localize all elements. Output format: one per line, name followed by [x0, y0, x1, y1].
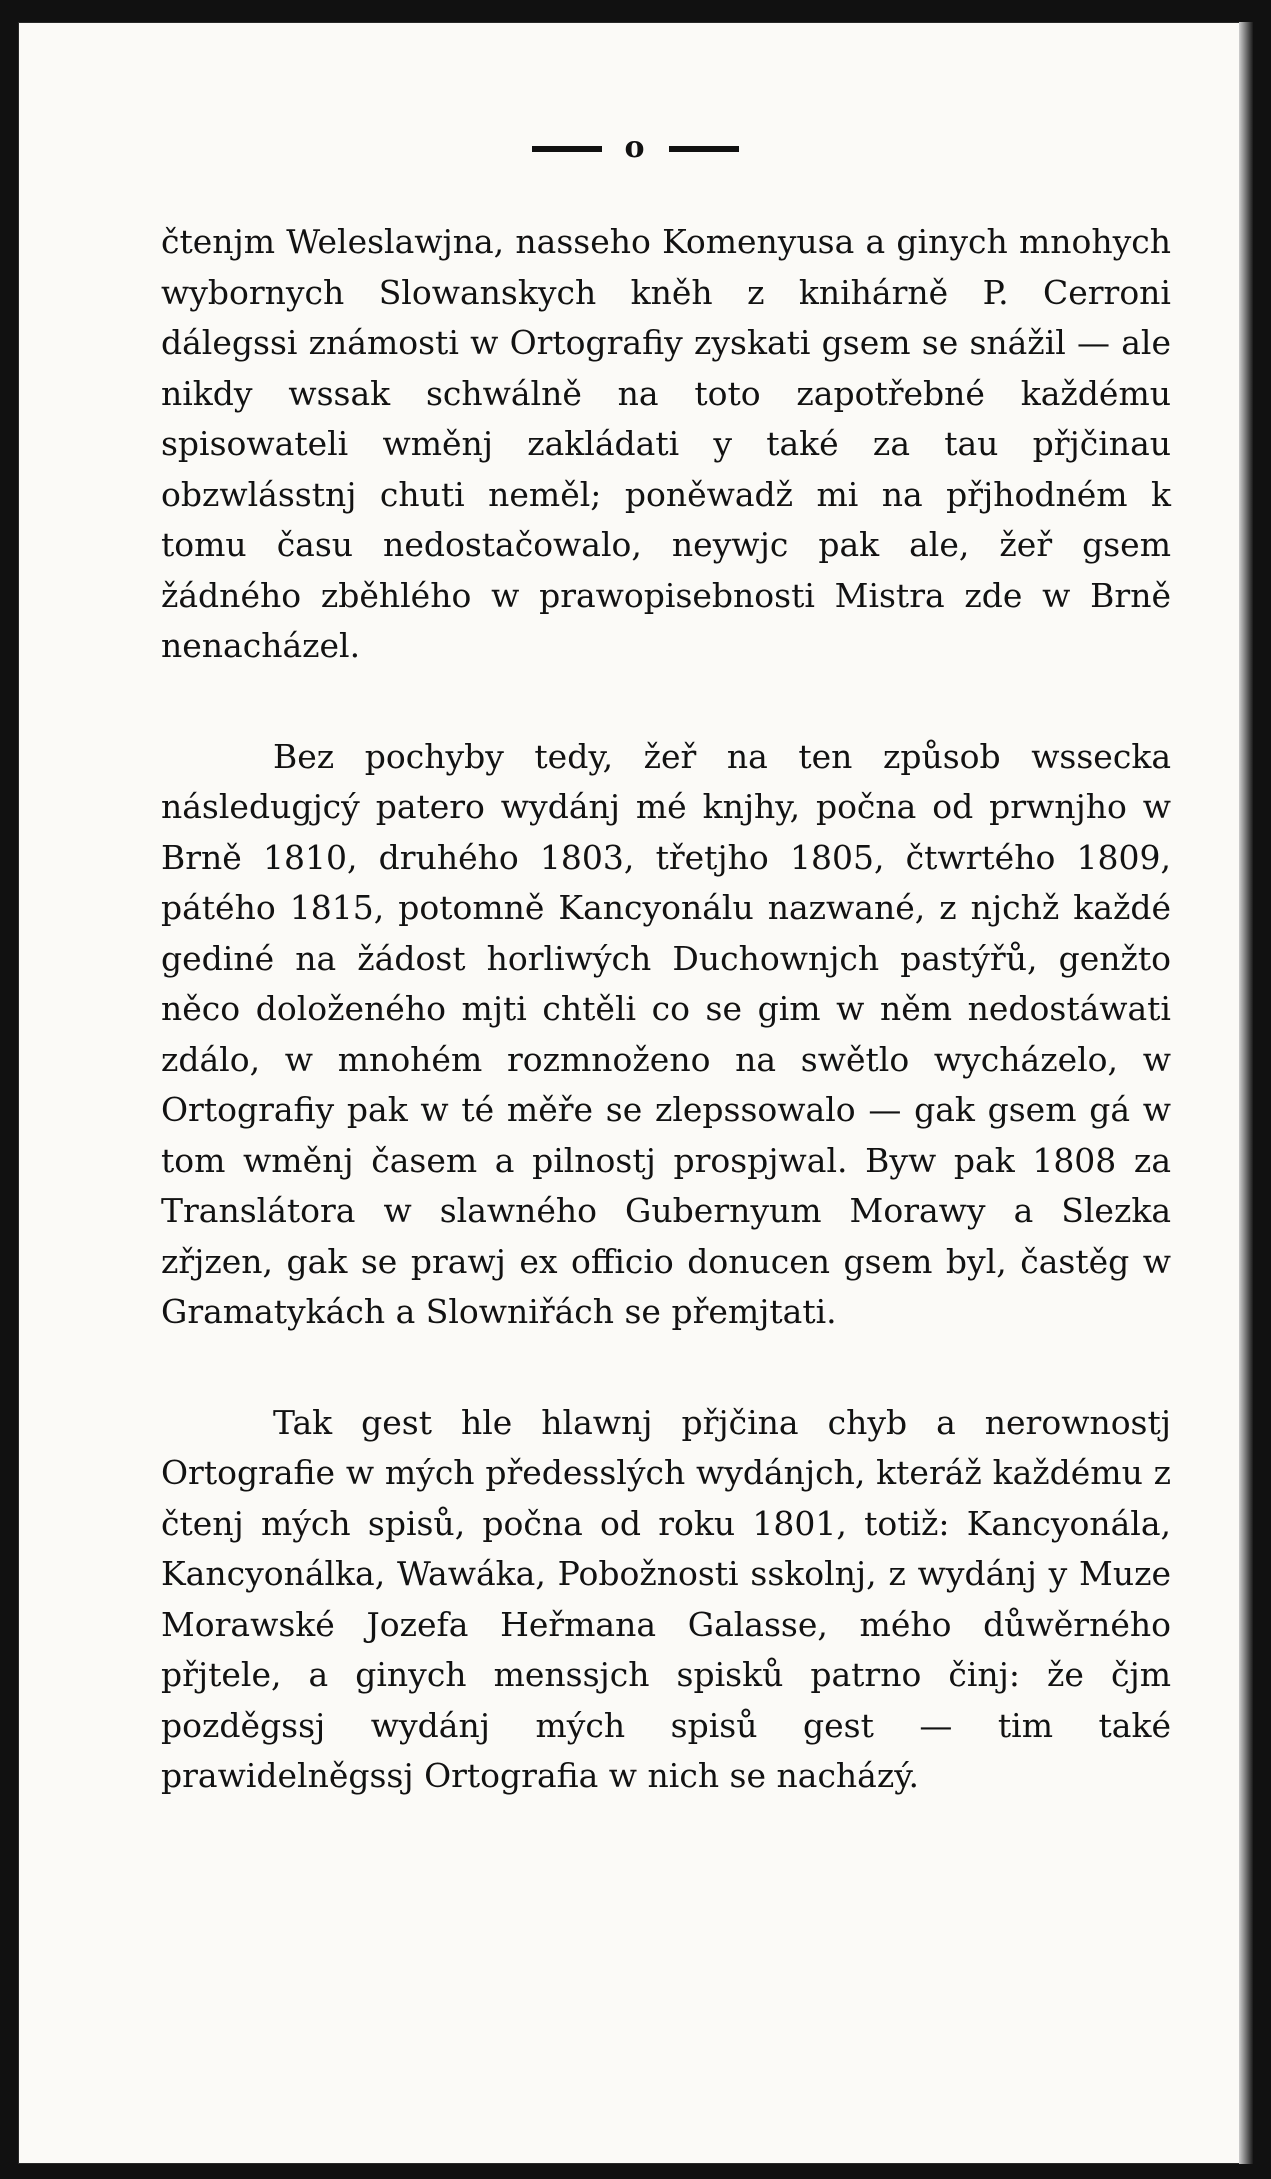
paragraph-gap [161, 672, 1171, 732]
page-number: o [624, 130, 647, 165]
paragraph-gap [161, 1338, 1171, 1398]
header-rule-left [532, 146, 602, 152]
paragraph-1: čtenjm Weleslawjna, nasseho Komenyusa a ginych mnohych wybornych Slowanskych kněh z knihárně P. Cerroni dálegssi známosti w Ortografiy zyskati gsem se snážil — ale nikdy wssak schwálně na toto zapotřebné každému spisowateli wměnj zakládati y také za tau přjčinau obzwlásstnj chuti neměl; poněwadž mi na přjhodném k tomu času nedostačowalo, neywjc pak ale, žeř gsem žádného zběhlého w prawopisebnosti Mistra zde w Brně nenacházel. [161, 222, 1171, 665]
paragraph-3: Tak gest hle hlawnj přjčina chyb a nerownostj Ortografie w mých předesslých wydánjch, kteráž každému z čtenj mých spisů, počna od roku 1801, totiž: Kancyonála, Kancyonálka, Wawáka, Pobožnosti sskolnj, z wydánj y Muze Morawské Jozefa Heřmana Galasse, mého důwěrného přjtele, a ginych menssjch spisků patrno činj: že čjm pozděgssj wydánj mých spisů gest — tim také prawidelněgssj Ortografia w nich se nacházý. [161, 1402, 1171, 1795]
header-rule-right [669, 146, 739, 152]
body-text [161, 217, 1171, 1802]
page-edge-shadow [1239, 22, 1253, 2164]
paragraph-2: Bez pochyby tedy, žeř na ten způsob wssecka následugjcý patero wydánj mé knjhy, počna od prwnjho w Brně 1810, druhého 1803, třetjho 1805, čtwrtého 1809, pátého 1815, potomně Kancyonálu nazwané, z njchž každé gediné na žádost horliwých Duchownjch pastýřů, genžto něco doloženého mjti chtěli co se gim w něm nedostáwati zdálo, w mnohém rozmnoženo na swětlo wycházelo, w Ortografiy pak w té měře se zlepssowalo — gak gsem gá w tom wměnj časem a pilnostj prospjwal. Byw pak 1808 za Translátora w slawného Gubernyum Morawy a Slezka zřjzen, gak se prawj ex officio donucen gsem byl, častěg w Gramatykách a Slowniřách se přemjtati. [161, 736, 1171, 1331]
page-header [18, 130, 1253, 165]
book-page [18, 22, 1253, 2164]
